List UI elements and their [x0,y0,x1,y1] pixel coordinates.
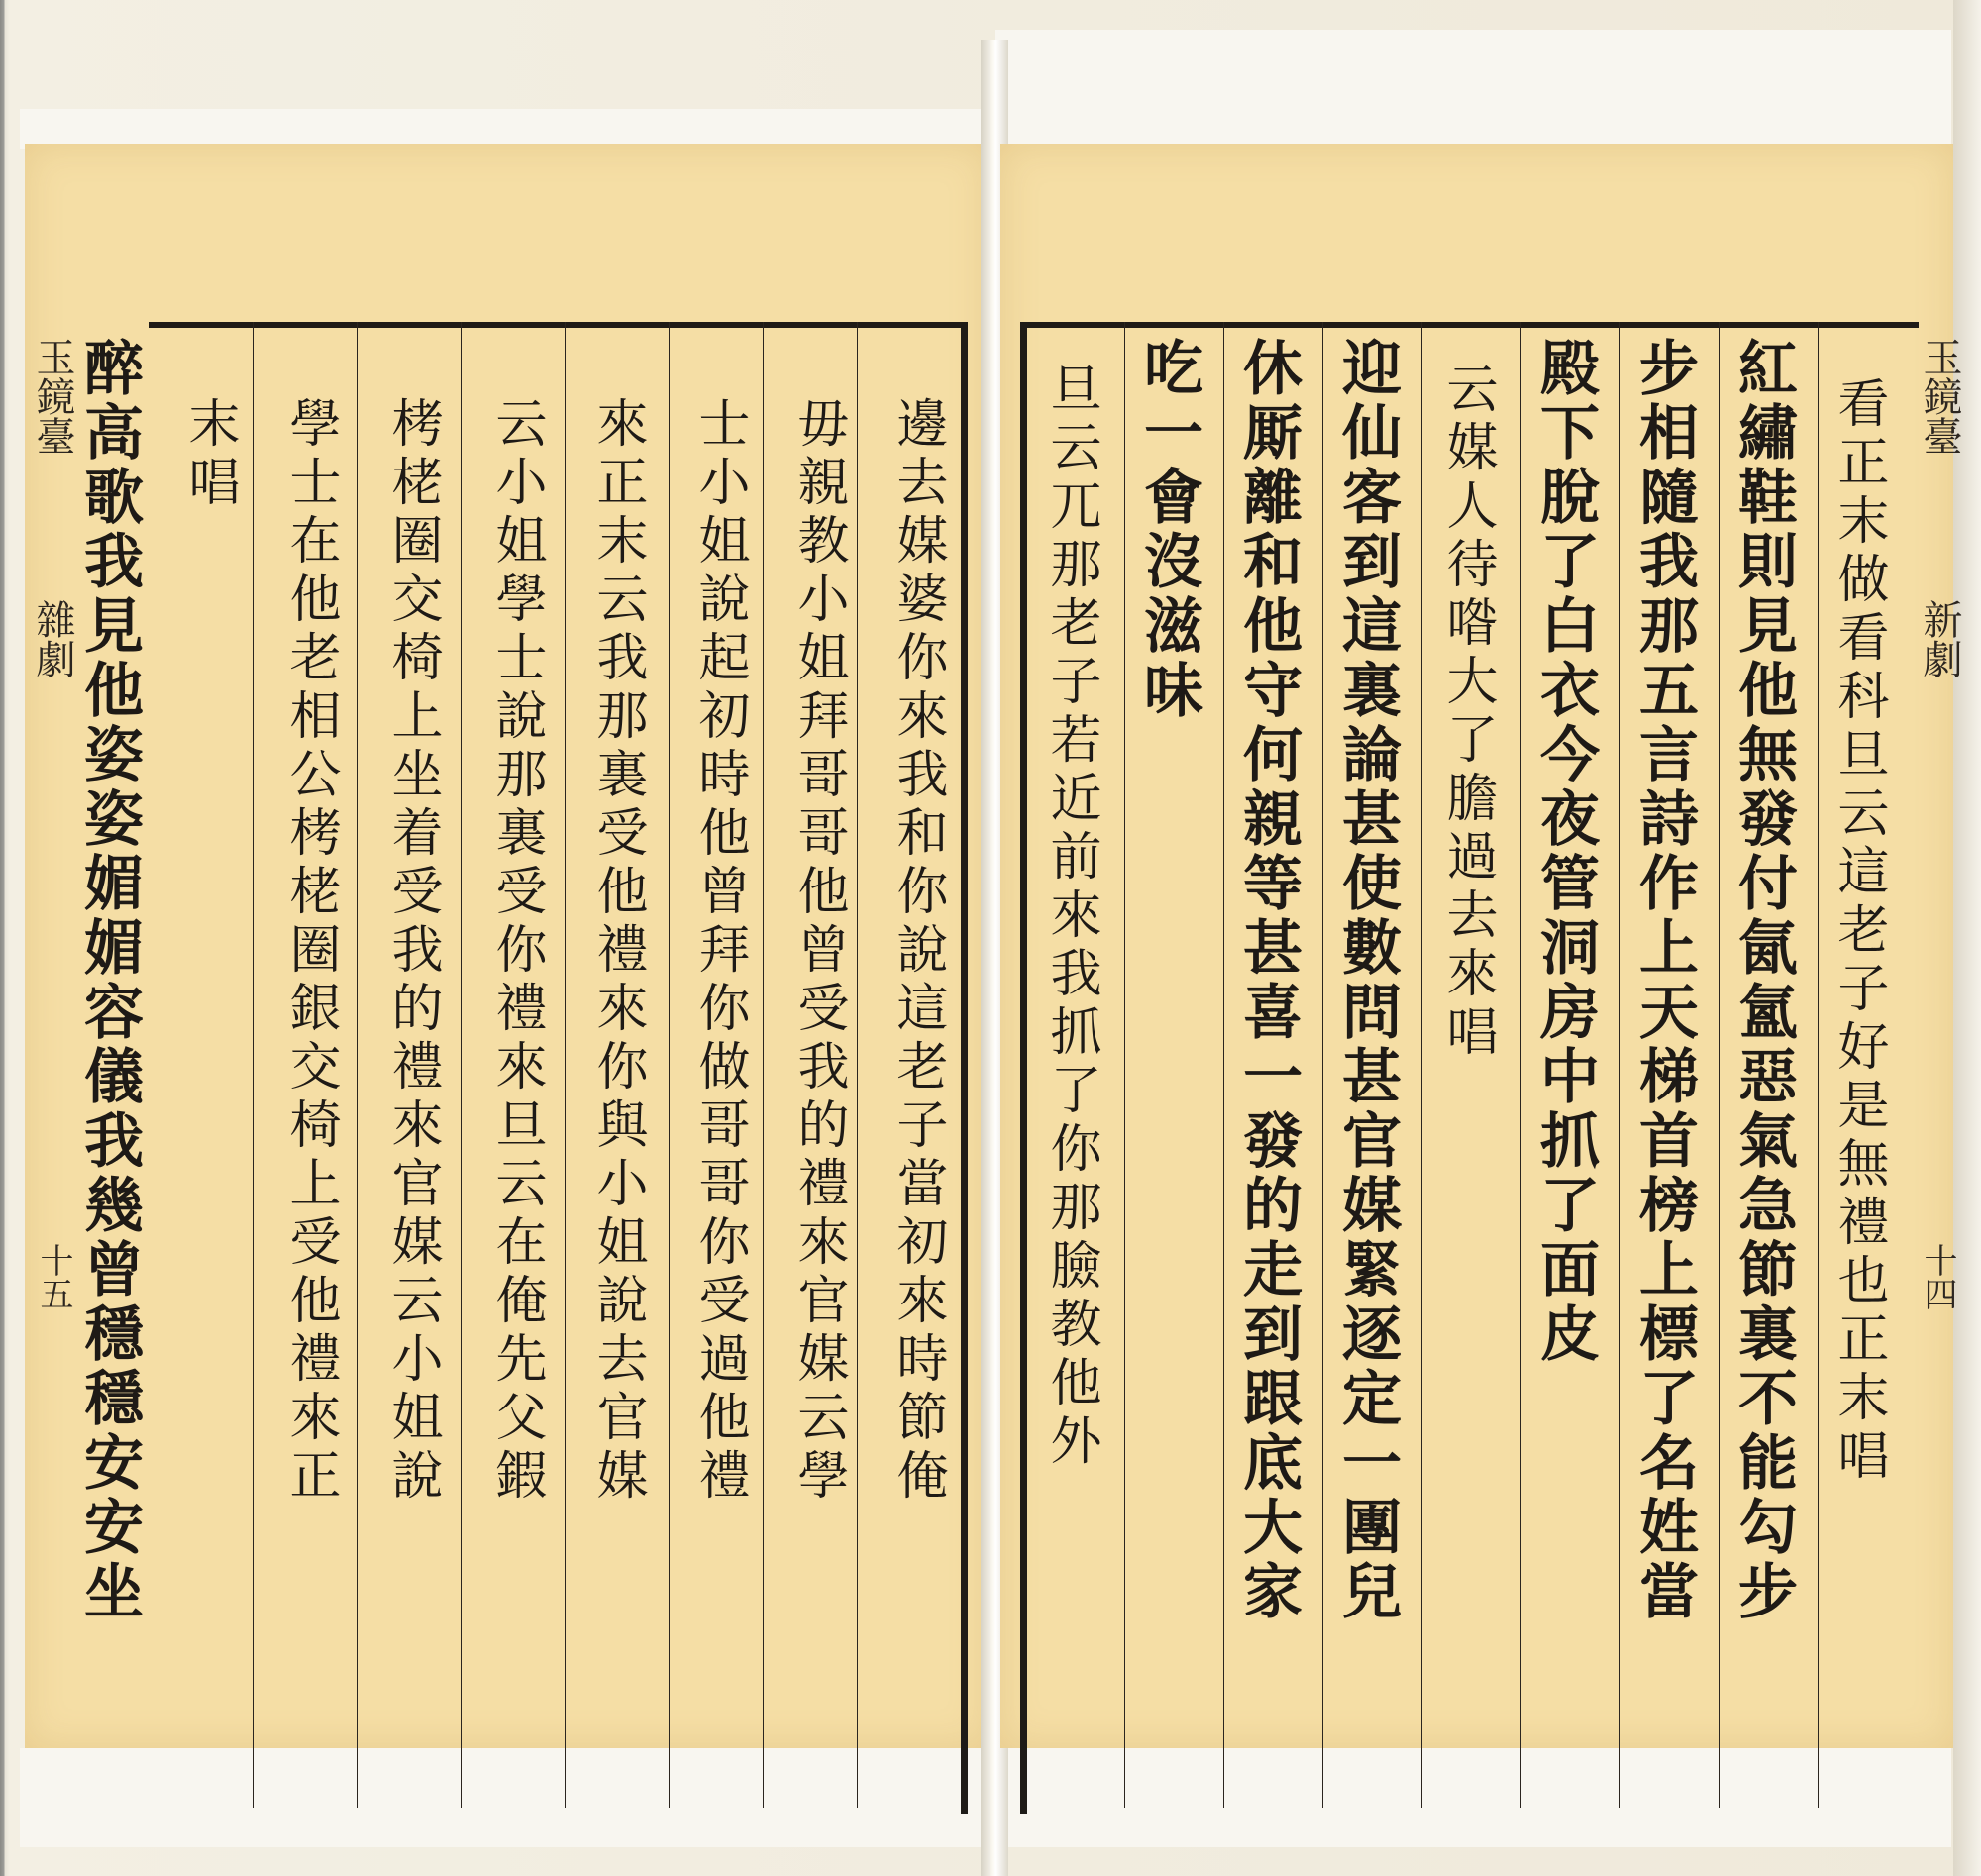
text-column: 邊去媒婆你來我和你說這老子當初來時節俺 [887,396,947,1507]
column-rule [1223,322,1224,1808]
column-rule [565,322,566,1808]
right-page [1000,144,1962,1748]
text-column: 來正末云我那裏受他禮來你與小姐說去官媒 [587,396,647,1507]
text-column-lyric: 迎仙客到這裏論甚使數問甚官媒緊逐定一團兒 [1332,337,1402,1624]
column-rule [669,322,670,1808]
text-column: 旦云兀那老子若近前來我抓了你那臉教他外 [1041,362,1100,1472]
column-rule [763,322,764,1808]
text-column-lyric: 醉高歌我見他姿姿媚媚容儀我幾曾穩穩安安坐 [74,337,144,1624]
text-column: 吃一會沒滋味 [1134,337,1203,723]
left-page [25,144,988,1748]
column-rule [857,322,858,1808]
column-rule [1818,322,1819,1808]
right-page-top-edge [995,30,1951,149]
page-number: 十四 [1918,1243,1957,1310]
column-rule [253,322,254,1808]
text-column: 休厮離和他守何親等甚喜一發的走到跟底大家 [1233,337,1303,1624]
column-rule [1421,322,1422,1808]
text-column: 栲栳圈交椅上坐着受我的禮來官媒云小姐說 [382,396,442,1507]
text-column: 看正末做看科旦云這老子好是無禮也正末唱 [1828,376,1888,1487]
margin-act: 新劇 [1917,599,1962,678]
text-column: 殿下脫了白衣今夜管洞房中抓了面皮 [1530,337,1600,1367]
text-column: 步相隨我那五言詩作上天梯首榜上標了名姓當 [1629,337,1699,1624]
column-rule [1719,322,1720,1808]
column-rule [461,322,462,1808]
left-page-top-edge [20,109,986,149]
text-column: 末唱 [179,396,239,513]
margin-act: 雜劇 [30,599,75,678]
text-column: 云媒人待喒大了膽過去來唱 [1437,362,1497,1063]
page-number: 十五 [34,1243,73,1310]
text-column: 學士在他老相公栲栳圈銀交椅上受他禮來正 [280,396,340,1507]
book-edge [1953,0,1981,1876]
column-rule [357,322,358,1808]
margin-title: 玉鏡臺 [30,337,75,456]
column-rule [1322,322,1323,1808]
column-rule [1124,322,1125,1808]
margin-title: 玉鏡臺 [1917,337,1962,456]
column-rule [1619,322,1620,1808]
text-column: 毋親教小姐拜哥哥他曾受我的禮來官媒云學 [788,396,848,1507]
text-column-lyric: 紅繡鞋則見他無發付氤氳惡氣急節裏不能勾步 [1728,337,1798,1624]
column-rule [1520,322,1521,1808]
text-column: 云小姐學士說那裏受你禮來旦云在俺先父鍜 [486,396,546,1507]
text-column: 士小姐說起初時他曾拜你做哥哥你受過他禮 [689,396,749,1507]
